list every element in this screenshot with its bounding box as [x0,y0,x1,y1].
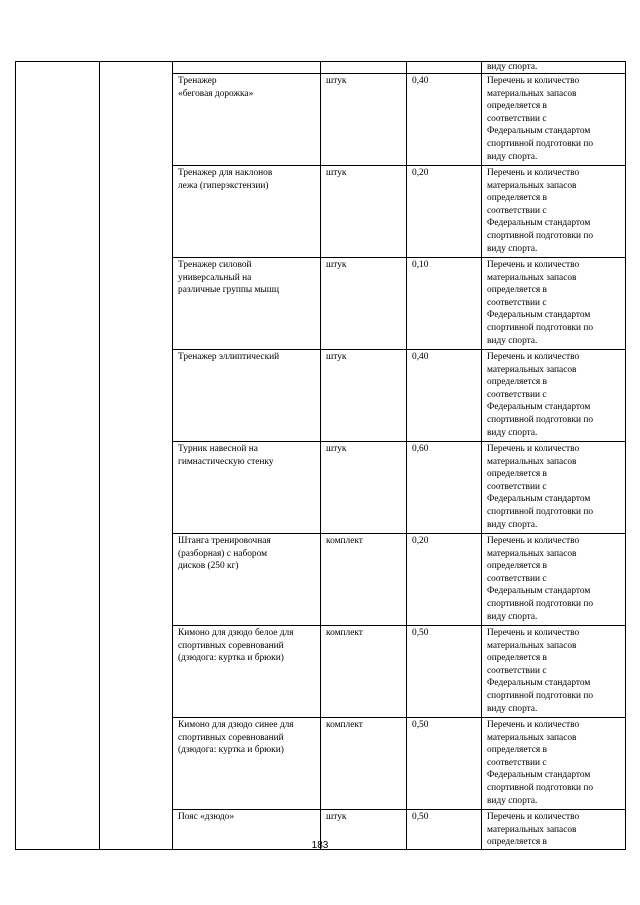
item-qty-cell [407,626,482,718]
item-note: Перечень и количество материальных запасов определяется в соответствии с Федеральным стандартом спортивной подготовки по виду спорта. [487,720,594,806]
item-note-cell [482,166,626,258]
item-note-cell [482,626,626,718]
item-qty-cell [407,718,482,810]
page-number: 183 [311,840,329,851]
carryover-row [16,62,626,74]
item-name: Тренажер «беговая дорожка» [178,76,254,99]
item-name: Кимоно для дзюдо синее для спортивных соревнований (дзюдога: куртка и брюки) [178,720,294,756]
item-name: Турник навесной на гимнастическую стенку [178,444,274,467]
item-name-cell [173,350,321,442]
merged-cell-col1 [16,62,100,850]
equipment-table [15,61,626,850]
item-name: Кимоно для дзюдо белое для спортивных соревнований (дзюдога: куртка и брюки) [178,628,294,664]
item-name: Тренажер силовой универсальный на различные группы мышц [178,260,280,296]
item-qty-cell [407,442,482,534]
item-unit-cell [321,442,407,534]
item-unit-cell [321,74,407,166]
item-name: Штанга тренировочная (разборная) с набором дисков (250 кг) [178,536,271,572]
item-qty-cell [407,534,482,626]
item-qty: 0,50 [412,720,429,730]
item-unit-cell [321,718,407,810]
item-qty: 0,60 [412,444,429,454]
equipment-table-body [16,62,626,850]
item-unit-cell [321,350,407,442]
item-name-cell [173,626,321,718]
item-qty-cell [407,258,482,350]
carryover-unit-cell [321,62,407,74]
item-unit: комплект [326,720,363,730]
item-unit-cell [321,534,407,626]
item-qty: 0,20 [412,168,429,178]
item-unit: комплект [326,536,363,546]
merged-cell-col2 [100,62,173,850]
item-note-cell [482,442,626,534]
item-name-cell [173,74,321,166]
carryover-note: виду спорта. [487,62,538,72]
item-note: Перечень и количество материальных запасов определяется в соответствии с Федеральным стандартом спортивной подготовки по виду спорта. [487,260,594,346]
item-qty-cell [407,74,482,166]
item-qty: 0,40 [412,352,429,362]
item-unit: штук [326,444,347,454]
item-unit: комплект [326,628,363,638]
item-unit: штук [326,352,347,362]
item-name-cell [173,442,321,534]
item-qty: 0,20 [412,536,429,546]
item-note-cell [482,534,626,626]
item-name-cell [173,166,321,258]
item-qty-cell [407,350,482,442]
item-qty: 0,40 [412,76,429,86]
item-unit-cell [321,166,407,258]
item-note: Перечень и количество материальных запасов определяется в соответствии с Федеральным стандартом спортивной подготовки по виду спорта. [487,168,594,254]
carryover-name-cell [173,62,321,74]
item-unit-cell [321,258,407,350]
carryover-note-cell [482,62,626,74]
item-note-cell [482,350,626,442]
item-qty: 0,10 [412,260,429,270]
item-name: Тренажер для наклонов лежа (гиперэкстензии) [178,168,273,191]
item-note: Перечень и количество материальных запасов определяется в соответствии с Федеральным стандартом спортивной подготовки по виду спорта. [487,352,594,438]
item-note: Перечень и количество материальных запасов определяется в соответствии с Федеральным стандартом спортивной подготовки по виду спорта. [487,76,594,162]
item-unit: штук [326,812,347,822]
item-name-cell [173,258,321,350]
item-note-cell [482,258,626,350]
carryover-qty-cell [407,62,482,74]
item-note: Перечень и количество материальных запасов определяется в соответствии с Федеральным стандартом спортивной подготовки по виду спорта. [487,536,594,622]
item-qty-cell [407,166,482,258]
item-unit: штук [326,168,347,178]
item-note: Перечень и количество материальных запасов определяется в [487,812,580,848]
item-name-cell [173,534,321,626]
item-name: Тренажер эллиптический [178,352,280,362]
item-unit-cell [321,626,407,718]
item-note: Перечень и количество материальных запасов определяется в соответствии с Федеральным стандартом спортивной подготовки по виду спорта. [487,628,594,714]
item-unit: штук [326,260,347,270]
item-qty: 0,50 [412,812,429,822]
item-qty: 0,50 [412,628,429,638]
item-unit: штук [326,76,347,86]
item-note: Перечень и количество материальных запасов определяется в соответствии с Федеральным стандартом спортивной подготовки по виду спорта. [487,444,594,530]
item-note-cell [482,74,626,166]
item-note-cell [482,718,626,810]
item-name-cell [173,718,321,810]
item-name: Пояс «дзюдо» [178,812,235,822]
